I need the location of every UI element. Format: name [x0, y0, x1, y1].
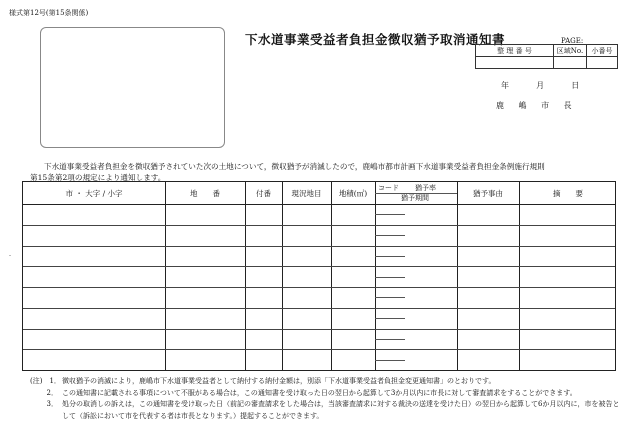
- code-cell-divider: [375, 214, 405, 215]
- table-row-divider: [23, 329, 615, 330]
- index-value-number[interactable]: [476, 57, 554, 69]
- date-day: 日: [571, 81, 580, 90]
- table-row-divider: [23, 349, 615, 350]
- date-year: 年: [501, 81, 509, 90]
- table-row-divider: [23, 287, 615, 288]
- note-2: 2． この通知書に記載される事項について不服がある場合は，この通知書を受け取った日の翌日から起算して3か月以内に市長に対して審査請求をすることができます。: [46, 388, 577, 397]
- header-sub-lot: 付番: [256, 188, 271, 198]
- table-row-divider: [23, 246, 615, 247]
- notice-line-2: 第15条第2項の規定により通知します。: [30, 173, 166, 182]
- issuer-name: 鹿 嶋 市 長: [496, 101, 578, 110]
- header-code: コード: [378, 184, 399, 192]
- note-3: 3． 処分の取消しの訴えは，この通知書を受け取った日（前記の審査請求をした場合は，当該審査請求に対する裁決の送達を受けた日）の翌日から起算して6か月以内に，市を被告として（訴訟において市を代表する者は市長となります。）提起することができます。: [46, 400, 620, 420]
- header-deferral-rate: 猶予率: [415, 184, 436, 192]
- code-cell-divider: [375, 318, 405, 319]
- date-month: 月: [536, 81, 545, 90]
- header-lot: 地 番: [190, 188, 220, 198]
- header-land-category: 現況地目: [291, 188, 322, 198]
- notice-text: [30, 161, 610, 183]
- table-row-divider: [23, 308, 615, 309]
- side-mark: -: [9, 252, 12, 259]
- index-value-area[interactable]: [554, 57, 587, 69]
- code-cell-divider: [375, 256, 405, 257]
- code-cell-divider: [375, 297, 405, 298]
- header-area: 地積(㎡): [338, 188, 368, 198]
- code-cell-divider: [375, 235, 405, 236]
- notes: [30, 376, 620, 422]
- document-title: 下水道事業受益者負担金徴収猶予取消通知書: [245, 32, 506, 47]
- header-remarks: 摘 要: [553, 188, 583, 198]
- index-header-sub: 小番号: [587, 45, 618, 57]
- header-deferral-period: 猶予期間: [401, 194, 429, 202]
- note-1: (注) 1． 徴収猶予の消滅により，鹿嶋市下水道事業受益者として納付する納付金額は，別添「下水道事業受益者負担金変更通知書」のとおりです。: [30, 377, 496, 385]
- page-label: PAGE:: [561, 37, 584, 45]
- form-number: 様式第12号(第15条関係): [9, 9, 89, 17]
- issue-date: [501, 80, 579, 91]
- index-header-area: 区域No.: [554, 45, 587, 57]
- notice-line-1: 下水道事業受益者負担金を徴収猶予されていた次の土地について，徴収猶予が消滅したので，鹿嶋市都市計画下水道事業受益者負担金条例施行規則: [44, 162, 545, 171]
- index-value-sub[interactable]: [587, 57, 618, 69]
- table-row-divider: [23, 225, 615, 226]
- address-window: [40, 27, 225, 148]
- header-deferral-reason: 猶予事由: [473, 188, 503, 198]
- header-location: 市 ・ 大字 / 小字: [65, 188, 123, 198]
- code-cell-divider: [375, 339, 405, 340]
- index-header-number: 整 理 番 号: [476, 45, 554, 57]
- index-number-table: [475, 44, 618, 69]
- table-row-divider: [23, 266, 615, 267]
- code-cell-divider: [375, 360, 405, 361]
- code-cell-divider: [375, 277, 405, 278]
- land-table: [22, 181, 616, 371]
